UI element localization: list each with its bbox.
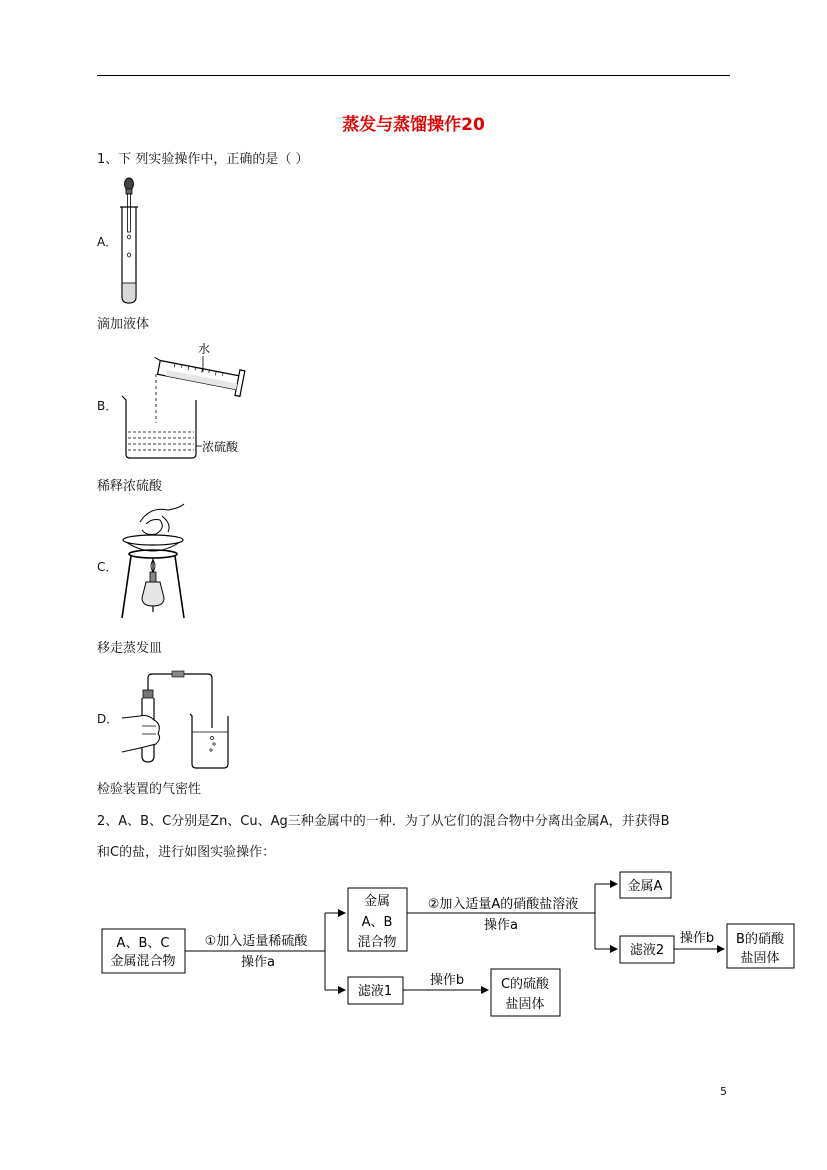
dropper-test-tube-figure xyxy=(112,175,152,307)
option-a-letter: A． xyxy=(97,235,118,249)
acid-label: 浓硫酸 xyxy=(202,440,239,454)
filtrate1-label: 滤液1 xyxy=(357,984,393,999)
op-b2-label: 操作b xyxy=(679,931,715,946)
mixture-box-line2: A、B xyxy=(361,915,393,930)
page-title: 蒸发与蒸馏操作20 xyxy=(342,115,485,135)
water-label: 水 xyxy=(198,342,211,356)
b-salt-line1: B的硝酸 xyxy=(736,932,784,947)
step1-op: 操作a xyxy=(241,955,275,970)
option-a-caption: 滴加液体 xyxy=(97,317,150,332)
option-d-letter: D． xyxy=(97,712,119,726)
op-b1-label: 操作b xyxy=(429,973,465,988)
option-b-letter: B． xyxy=(97,399,118,413)
question-2-stem-line2: 和C的盐，进行如图实验操作： xyxy=(97,845,276,860)
header-rule xyxy=(97,75,730,76)
mixture-box-line3: 混合物 xyxy=(357,935,397,950)
question-2-stem-line1: 2、A、B、C分别是Zn、Cu、Ag三种金属中的一种．为了从它们的混合物中分离出金属A，并获得B xyxy=(97,814,670,829)
dilute-acid-figure xyxy=(118,338,258,463)
start-box-line1: A、B、C xyxy=(116,936,170,951)
b-salt-line2: 盐固体 xyxy=(740,951,780,966)
step2-label: ②加入适量A的硝酸盐溶液 xyxy=(427,897,579,912)
airtightness-figure xyxy=(118,668,236,770)
question-1-stem: 1、下 列实验操作中，正确的是（ ） xyxy=(97,152,309,167)
option-d-caption: 检验装置的气密性 xyxy=(97,782,202,797)
c-salt-line1: C的硫酸 xyxy=(500,977,550,992)
start-box-line2: 金属混合物 xyxy=(110,954,176,969)
page-number: 5 xyxy=(720,1085,727,1098)
option-c-caption: 移走蒸发皿 xyxy=(97,641,163,656)
evaporating-dish-figure xyxy=(116,502,190,622)
step1-label: ①加入适量稀硫酸 xyxy=(204,934,308,949)
option-c-letter: C． xyxy=(97,560,118,574)
flow-diagram xyxy=(97,868,802,1028)
c-salt-line2: 盐固体 xyxy=(505,997,545,1012)
mixture-box-line1: 金属 xyxy=(363,894,391,909)
step2-op: 操作a xyxy=(484,918,518,933)
option-b-caption: 稀释浓硫酸 xyxy=(97,479,163,494)
metal-a-label: 金属A xyxy=(627,879,663,894)
filtrate2-label: 滤液2 xyxy=(629,943,665,958)
